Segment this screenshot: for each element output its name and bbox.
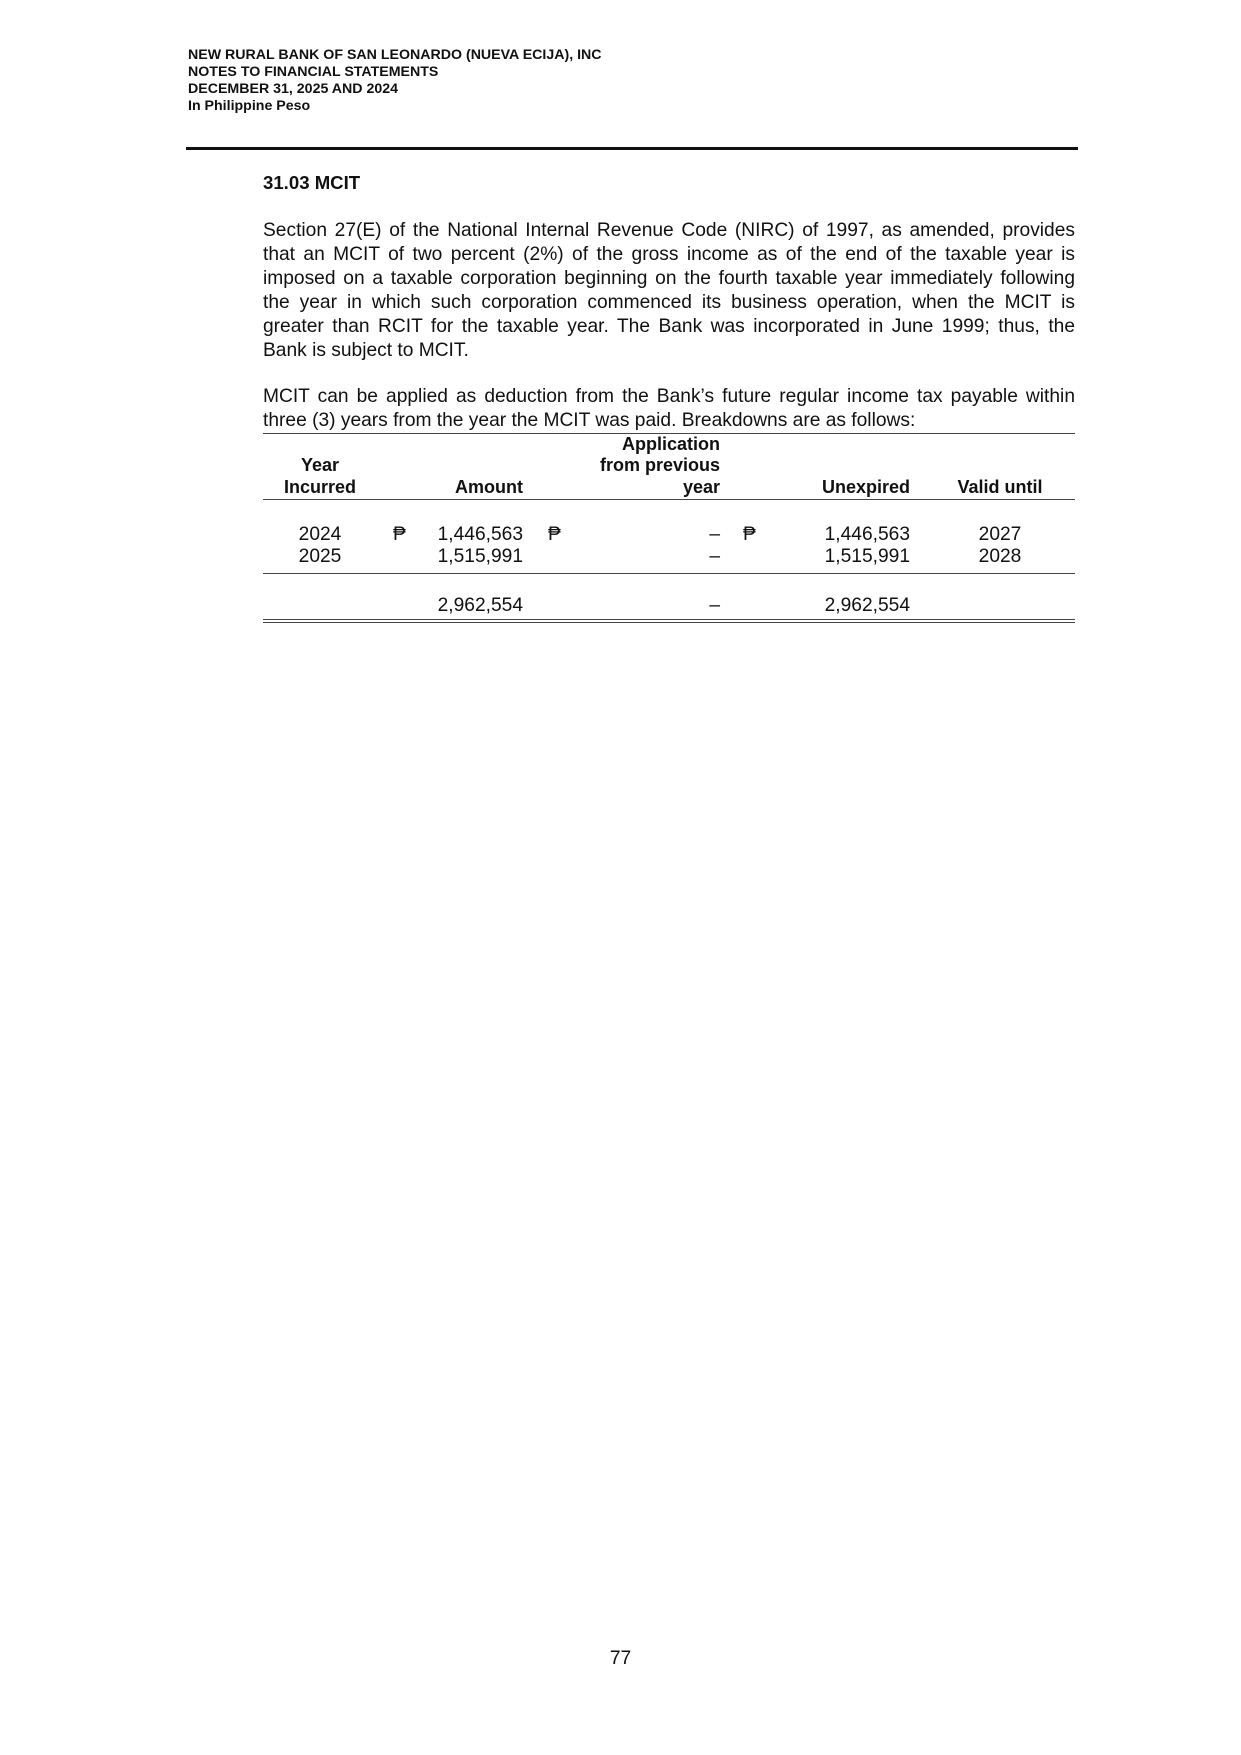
subtotal-rule	[263, 573, 1075, 574]
row-2024-amount-currency: ₱	[393, 524, 406, 545]
total-double-rule-bottom	[263, 622, 1075, 623]
mcit-paragraph-1: Section 27(E) of the National Internal Revenue Code (NIRC) of 1997, as amended, provides that an MCIT of two percent (2%) of the gross income as of the end of the taxable year is imposed on a taxable corporation beginning on the fourth taxable year immediately following the year in which such corporation commenced its business operation, when the MCIT is greater than RCIT for the taxable year. The Bank was incorporated in June 1999; thus, the Bank is subject to MCIT.	[263, 220, 1075, 361]
header-application-line1: Application	[622, 434, 720, 454]
header-year-line2: Incurred	[283, 477, 357, 497]
document-header	[188, 47, 602, 115]
header-bottom-rule	[263, 499, 1075, 500]
total-unexpired: 2,962,554	[824, 595, 910, 616]
row-2024-year: 2024	[298, 524, 342, 545]
header-application-line2: from previous	[599, 455, 720, 475]
mcit-paragraph-2: MCIT can be applied as deduction from the Bank’s future regular income tax payable within three (3) years from the year the MCIT was paid. Breakdowns are as follows:	[263, 386, 1075, 431]
row-2025-unexpired: 1,515,991	[824, 546, 910, 567]
row-2024-amount: 1,446,563	[437, 524, 523, 545]
row-2024-valid-until: 2027	[978, 524, 1022, 545]
row-2025-year: 2025	[298, 546, 342, 567]
total-amount: 2,962,554	[437, 595, 523, 616]
header-unexpired: Unexpired	[821, 477, 910, 497]
header-amount: Amount	[455, 477, 523, 497]
header-application-line3: year	[682, 477, 720, 497]
row-2024-unexpired-currency: ₱	[743, 524, 756, 545]
section-title: 31.03 MCIT	[263, 172, 361, 193]
row-2025-amount: 1,515,991	[437, 546, 523, 567]
row-2024-application: –	[709, 524, 720, 545]
row-2024-application-currency: ₱	[548, 524, 561, 545]
mcit-breakdown-table	[263, 433, 1075, 628]
total-application: –	[709, 595, 720, 616]
header-divider	[186, 147, 1078, 150]
page-number: 77	[609, 1648, 632, 1669]
reporting-period: DECEMBER 31, 2025 AND 2024	[188, 81, 399, 97]
row-2025-valid-until: 2028	[978, 546, 1022, 567]
currency-note: In Philippine Peso	[188, 98, 311, 114]
total-double-rule-top	[263, 619, 1075, 620]
row-2024-unexpired: 1,446,563	[824, 524, 910, 545]
document-title: NOTES TO FINANCIAL STATEMENTS	[188, 64, 439, 80]
company-name: NEW RURAL BANK OF SAN LEONARDO (NUEVA ECIJA), INC	[188, 47, 602, 63]
row-2025-application: –	[709, 546, 720, 567]
header-valid-until: Valid until	[957, 477, 1043, 497]
header-year-line1: Year	[300, 455, 340, 475]
